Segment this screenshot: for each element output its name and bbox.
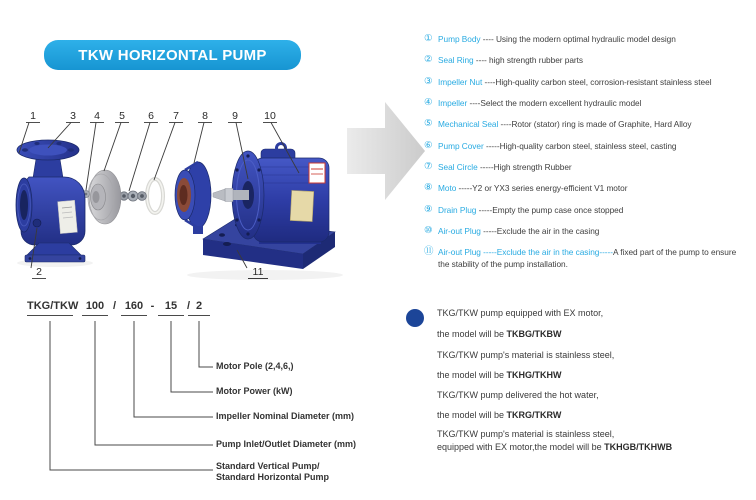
arrow-right-icon — [343, 96, 429, 206]
drain-plug — [33, 219, 41, 227]
variant-line: TKG/TKW pump's material is stainless steel, — [437, 429, 615, 439]
part-name: Moto — [438, 183, 457, 193]
callout-3: 3 — [70, 110, 76, 122]
code-sep: / — [186, 300, 191, 312]
callout-1: 1 — [30, 110, 36, 122]
callout-5: 5 — [119, 110, 125, 122]
item-number: ⑨ — [424, 204, 433, 215]
part-name: Seal Circle — [438, 162, 478, 172]
motor-shaft — [213, 189, 249, 202]
pump-body-label — [58, 200, 78, 233]
variant-line: the model will be TKBG/TKBW — [437, 329, 562, 339]
part-desc: ---- Using the modern optimal hydraulic model design — [480, 34, 676, 44]
item-number: ⑧ — [424, 182, 433, 193]
list-item — [424, 140, 677, 152]
callout-11: 11 — [252, 266, 264, 278]
variant-line: TKG/TKW pump delivered the hot water, — [437, 390, 599, 400]
variants-note — [403, 306, 756, 466]
pump-exploded-diagram — [15, 103, 345, 288]
part-desc: -----Y2 or YX3 series energy-efficient V1 motor — [456, 183, 628, 193]
variant-line: the model will be TKRG/TKRW — [437, 410, 562, 420]
part-name: Pump Body — [438, 34, 481, 44]
item-number: ④ — [424, 97, 433, 108]
label-impeller-diam: Impeller Nominal Diameter (mm) — [216, 411, 355, 421]
part-desc: ---- high strength rubber parts — [473, 55, 584, 65]
callout-8: 8 — [202, 110, 208, 122]
label-inlet-outlet: Pump Inlet/Outlet Diameter (mm) — [216, 439, 357, 449]
part-desc: -----Exclude the air in the casing — [480, 226, 600, 236]
part-name: Pump Cover — [438, 141, 484, 151]
callout-6: 6 — [148, 110, 154, 122]
motor-sticker — [309, 163, 325, 183]
list-item — [424, 161, 572, 173]
page-title: TKW HORIZONTAL PUMP — [78, 46, 267, 64]
mechanical-seal — [120, 191, 147, 201]
item-number: ⑦ — [424, 161, 433, 172]
code-sep: / — [112, 300, 117, 312]
part-desc: -----High strength Rubber — [477, 162, 572, 172]
motor-nameplate — [290, 190, 314, 221]
impeller — [88, 170, 121, 224]
bullet-circle-icon — [406, 309, 424, 327]
variant-line: equipped with EX motor,the model will be TKHGB/TKHWB — [437, 442, 673, 452]
code-sep: - — [150, 300, 155, 312]
code-inlet: 100 — [82, 300, 108, 316]
part-name: Impeller — [438, 98, 468, 108]
model-code-breakdown — [20, 298, 365, 493]
item-number: ③ — [424, 76, 433, 87]
item-number: ⑤ — [424, 118, 433, 129]
item-number: ⑥ — [424, 140, 433, 151]
part-desc: ----Select the modern excellent hydraulic model — [467, 98, 642, 108]
label-motor-power: Motor Power (kW) — [216, 386, 293, 396]
part-name: Seal Ring — [438, 55, 474, 65]
part-name: Drain Plug — [438, 205, 477, 215]
part-desc: A fixed part of the pump to ensure the stability of the pump installation. — [438, 247, 737, 269]
title-banner — [44, 40, 301, 70]
callout-7: 7 — [173, 110, 179, 122]
item-number: ⑪ — [424, 246, 434, 257]
callout-10: 10 — [264, 110, 276, 122]
list-item — [424, 54, 583, 66]
part-name: Air-out Plug — [438, 226, 481, 236]
seal-circle-oring — [147, 179, 163, 213]
list-item — [424, 76, 712, 88]
code-pole: 2 — [188, 300, 210, 316]
variant-line: TKG/TKW pump equipped with EX motor, — [437, 308, 604, 318]
variant-line: the model will be TKHG/TKHW — [437, 370, 562, 380]
item-number: ② — [424, 54, 433, 65]
part-name: Mechanical Seal — [438, 119, 499, 129]
item-number: ⑩ — [424, 225, 433, 236]
callout-2: 2 — [36, 266, 42, 278]
part-name: Air-out Plug -----Exclude the air in the casing----- — [438, 247, 613, 257]
list-item — [424, 225, 599, 237]
list-item — [424, 118, 692, 130]
part-desc: ----High-quality carbon steel, corrosion-resistant stainless steel — [482, 77, 712, 87]
code-series: TKG/TKW — [27, 300, 73, 316]
part-desc: -----Empty the pump case once stopped — [476, 205, 624, 215]
callout-4: 4 — [94, 110, 100, 122]
label-standard-vertical: Standard Vertical Pump/ — [216, 461, 320, 471]
list-item — [424, 97, 641, 109]
list-item — [424, 33, 676, 45]
code-impeller: 160 — [121, 300, 147, 316]
label-standard-horizontal: Standard Horizontal Pump — [216, 472, 330, 482]
list-item — [424, 246, 748, 270]
pump-cover — [175, 162, 211, 234]
code-power: 15 — [158, 300, 184, 316]
variant-line: TKG/TKW pump's material is stainless steel, — [437, 350, 615, 360]
list-item — [424, 182, 627, 194]
callout-9: 9 — [232, 110, 238, 122]
list-item — [424, 204, 623, 216]
item-number: ① — [424, 33, 433, 44]
part-name: Impeller Nut — [438, 77, 483, 87]
parts-list — [424, 33, 750, 273]
part-desc: ----Rotor (stator) ring is made of Graphite, Hard Alloy — [498, 119, 692, 129]
part-desc: -----High-quality carbon steel, stainless steel, casting — [483, 141, 677, 151]
label-motor-pole: Motor Pole (2,4,6,) — [216, 361, 294, 371]
pump-body — [16, 140, 85, 262]
